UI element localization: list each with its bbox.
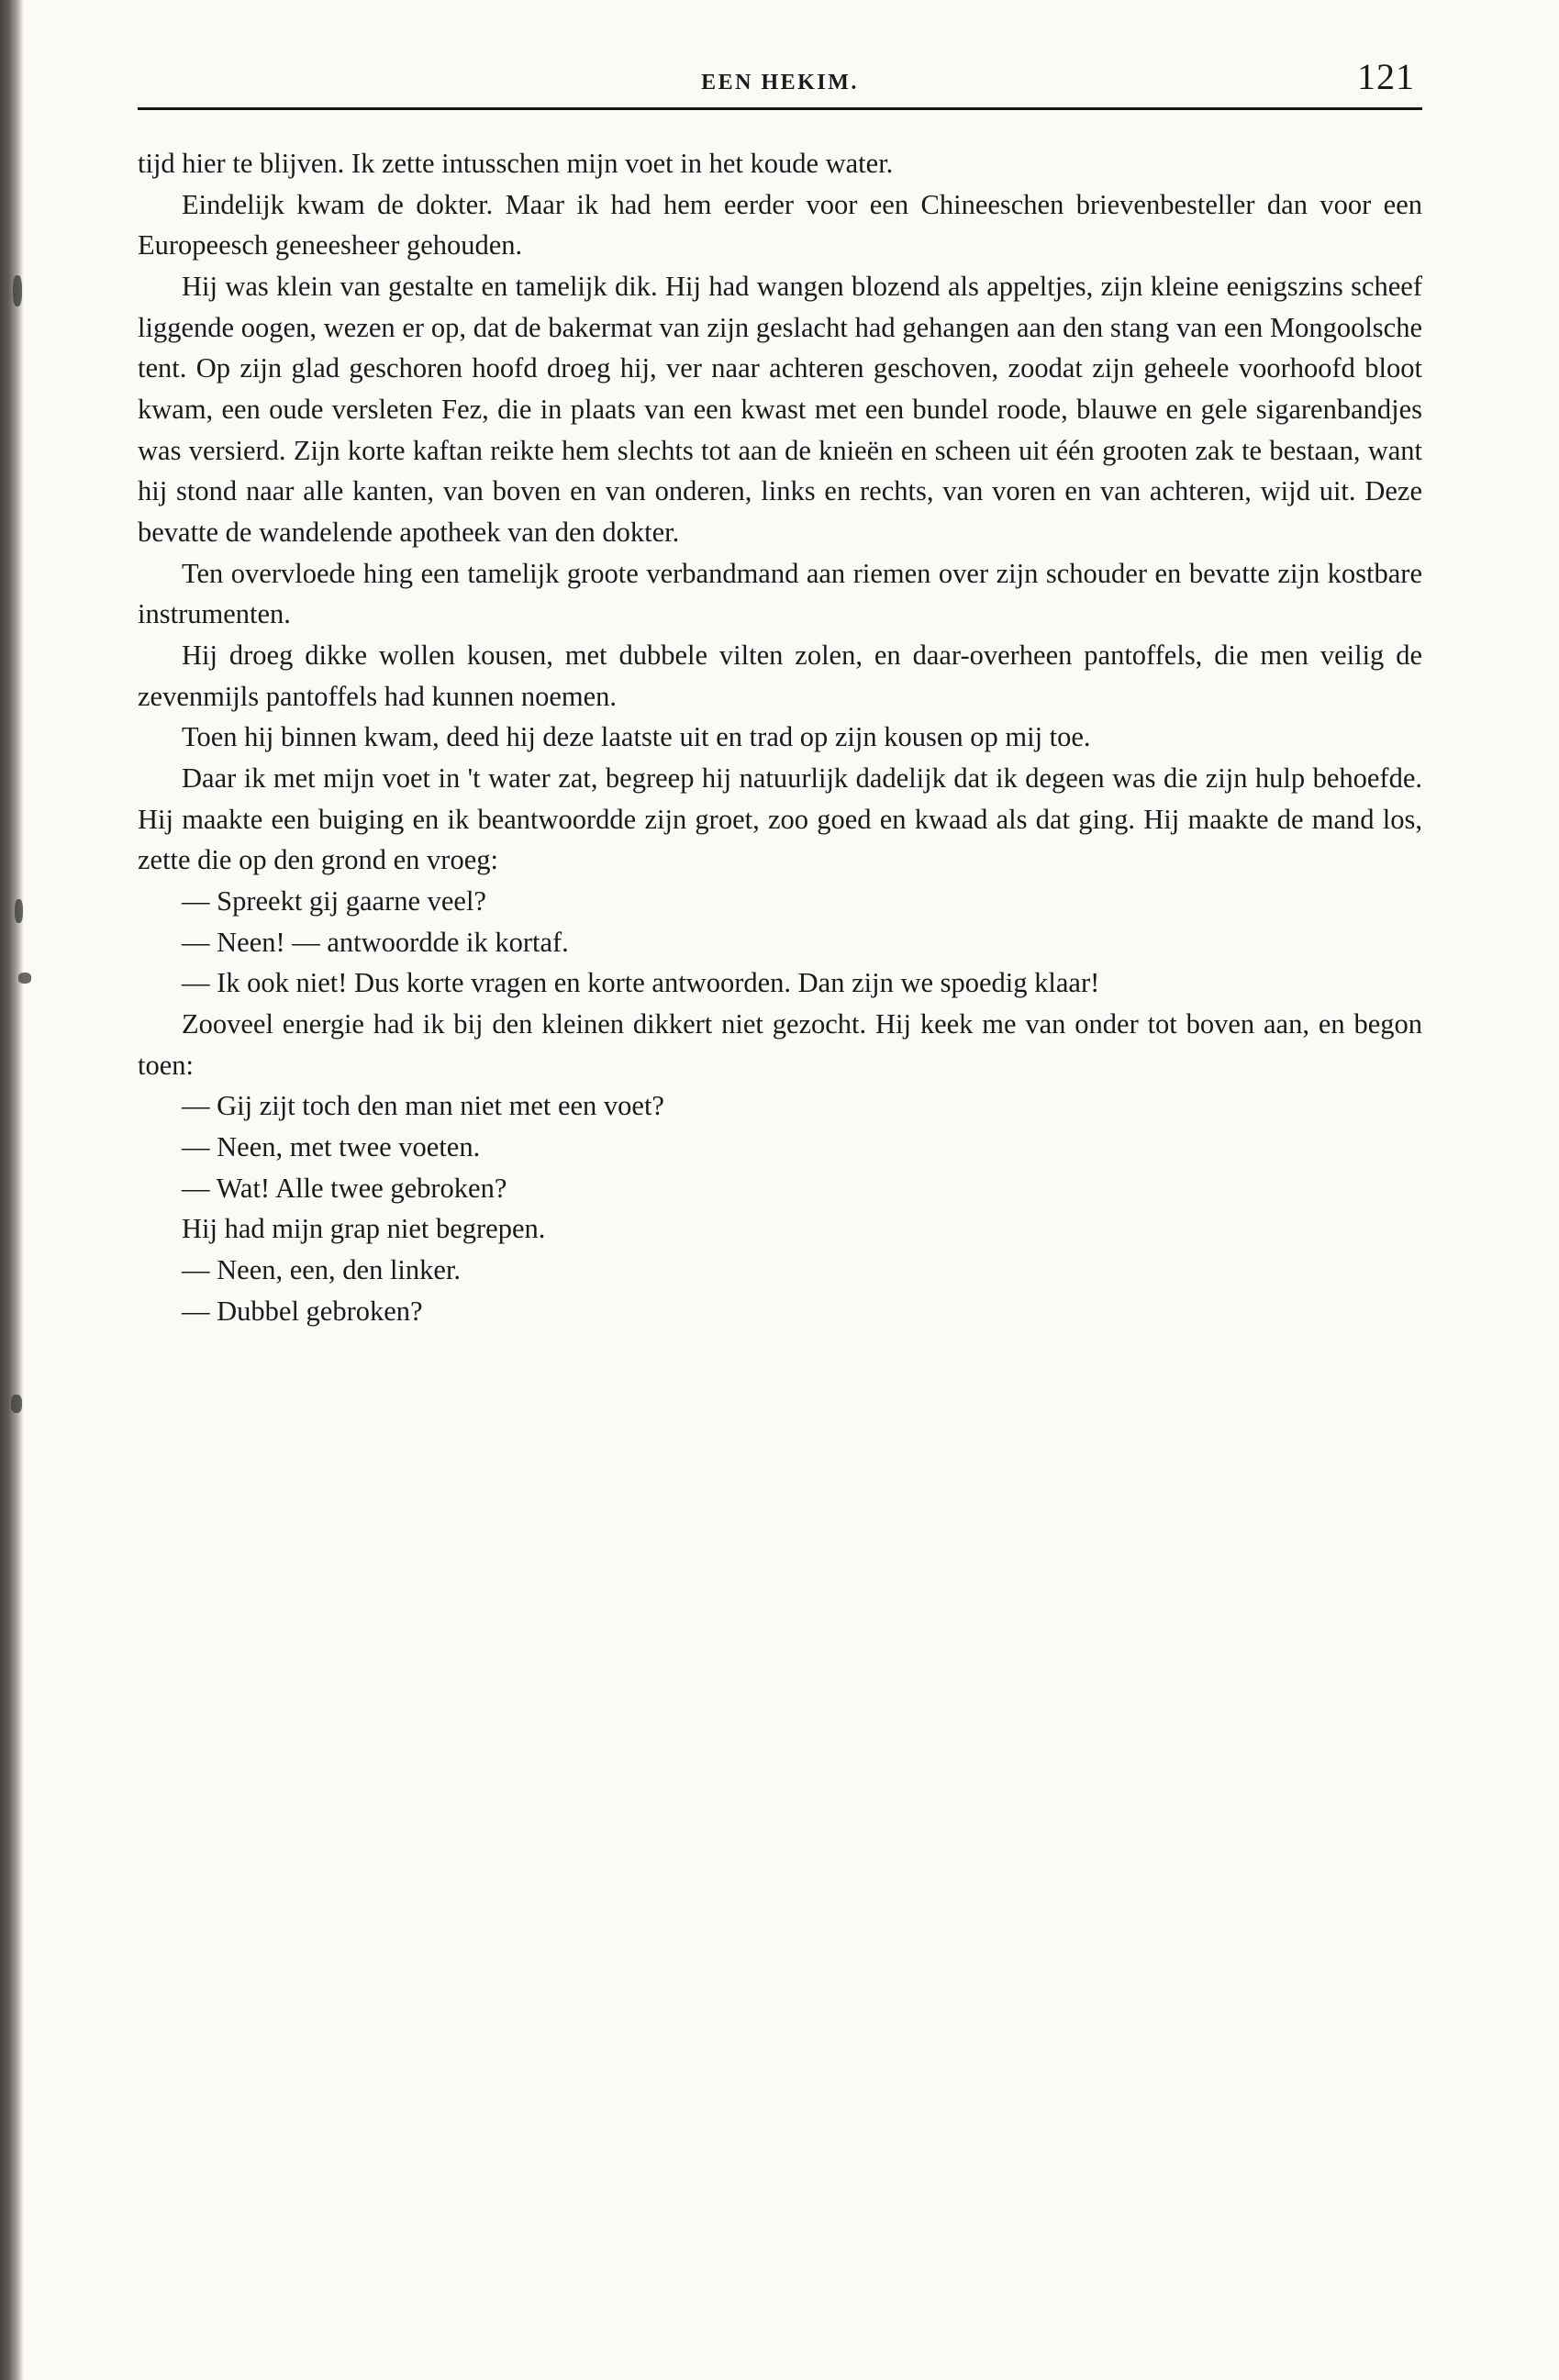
- gutter-speck: [18, 973, 31, 984]
- running-head: EEN HEKIM.: [701, 71, 859, 95]
- page-gutter-shadow: [0, 0, 24, 2380]
- header-rule: [138, 107, 1422, 110]
- paragraph: Hij was klein van gestalte en tamelijk dik. Hij had wangen blozend als appeltjes, zijn kleine eenigszins scheef liggende oogen, wezen er op, dat de bakermat van zijn geslacht had gehangen aan den stang van een Mongoolsche tent. Op zijn glad geschoren hoofd droeg hij, ver naar achteren geschoven, zoodat zijn geheele voorhoofd bloot kwam, een oude versleten Fez, die in plaats van een kwast met een bundel roode, blauwe en gele sigarenbandjes was versierd. Zijn korte kaftan reikte hem slechts tot aan de knieën en scheen uit één grooten zak te bestaan, want hij stond naar alle kanten, van boven en van onderen, links en rechts, van voren en van achteren, wijd uit. Deze bevatte de wandelende apotheek van den dokter.: [138, 271, 1422, 549]
- paragraph: tijd hier te blijven. Ik zette intusschen mijn voet in het koude water.: [138, 148, 894, 179]
- gutter-speck: [11, 1395, 22, 1413]
- body-text: [138, 143, 1422, 1331]
- paragraph: Hij droeg dikke wollen kousen, met dubbele vilten zolen, en daar-overheen pantoffels, die men veilig de zevenmijls pantoffels had kunnen noemen.: [138, 639, 1422, 712]
- paragraph: Zooveel energie had ik bij den kleinen dikkert niet gezocht. Hij keek me van onder tot boven aan, en begon toen:: [138, 1008, 1422, 1081]
- paragraph: Hij had mijn grap niet begrepen.: [182, 1213, 546, 1245]
- gutter-speck: [15, 899, 23, 923]
- dialogue-line: — Neen! — antwoordde ik kortaf.: [182, 926, 569, 958]
- page-header: [138, 55, 1422, 107]
- dialogue-line: — Wat! Alle twee gebroken?: [182, 1172, 507, 1204]
- dialogue-line: — Spreekt gij gaarne veel?: [182, 885, 486, 918]
- dialogue-line: — Neen, met twee voeten.: [182, 1131, 481, 1163]
- page-number: 121: [1357, 56, 1415, 97]
- paragraph: Eindelijk kwam de dokter. Maar ik had hem eerder voor een Chineeschen brievenbesteller dan voor een Europeesch geneesheer gehouden.: [138, 188, 1422, 261]
- paragraph: Daar ik met mijn voet in 't water zat, begreep hij natuurlijk dadelijk dat ik degeen was die zijn hulp behoefde. Hij maakte een buiging en ik beantwoordde zijn groet, zoo goed en kwaad als dat ging. Hij maakte de mand los, zette die op den grond en vroeg:: [138, 762, 1422, 876]
- text-block: [138, 55, 1422, 1331]
- dialogue-line: — Ik ook niet! Dus korte vragen en korte antwoorden. Dan zijn we spoedig klaar!: [182, 967, 1100, 999]
- paragraph: Toen hij binnen kwam, deed hij deze laatste uit en trad op zijn kousen op mij toe.: [182, 721, 1091, 753]
- dialogue-line: — Gij zijt toch den man niet met een voet?: [182, 1090, 664, 1122]
- gutter-speck: [13, 275, 22, 306]
- paragraph: Ten overvloede hing een tamelijk groote verbandmand aan riemen over zijn schouder en bevatte zijn kostbare instrumenten.: [138, 557, 1422, 630]
- dialogue-line: — Neen, een, den linker.: [182, 1254, 462, 1286]
- dialogue-line: — Dubbel gebroken?: [182, 1295, 423, 1327]
